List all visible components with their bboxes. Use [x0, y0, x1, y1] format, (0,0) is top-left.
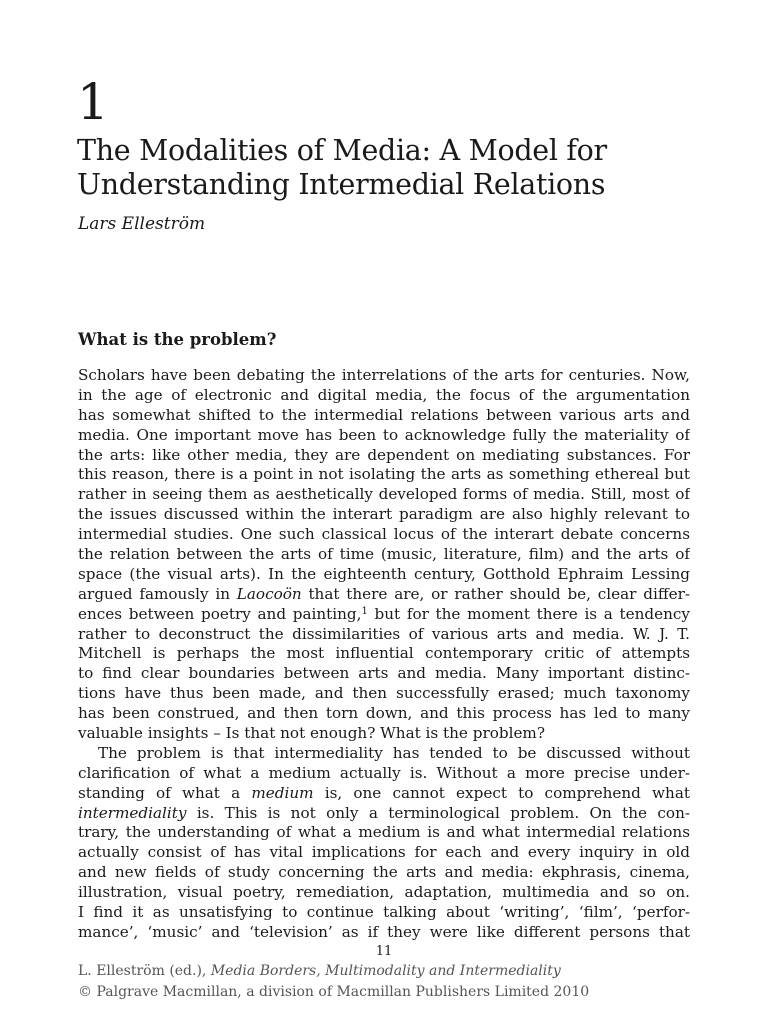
- emphasis-intermediality: intermediality: [78, 803, 187, 822]
- text-line: and new fields of study concerning the arts and media: ekphrasis, cinema,: [78, 863, 690, 882]
- text-line: [78, 585, 690, 605]
- paragraph-2: [78, 744, 690, 943]
- text-line: intermedial studies. One such classical locus of the interart debate concerns: [78, 525, 690, 544]
- text-line: in the age of electronic and digital media, the focus of the argumentation: [78, 385, 690, 404]
- text-line: rather in seeing them as aesthetically developed forms of media. Still, most of: [78, 485, 690, 504]
- text-line: the arts: like other media, they are dependent on mediating substances. For: [78, 445, 690, 464]
- text-run: ences between poetry and painting,: [78, 604, 362, 623]
- work-title-laocoon: Laocoön: [236, 584, 302, 603]
- text-line: tions have thus been made, and then successfully erased; much taxonomy: [78, 684, 690, 703]
- chapter-number: 1: [77, 73, 109, 131]
- text-line: rather to deconstruct the dissimilarities of various arts and media. W. J. T.: [78, 624, 690, 643]
- emphasis-medium: medium: [251, 783, 314, 802]
- footnote-marker[interactable]: 1: [361, 605, 368, 617]
- text-line: mance’, ‘music’ and ‘television’ as if they were like different persons that: [78, 922, 690, 941]
- text-line: valuable insights – Is that not enough? What is the problem?: [78, 724, 545, 743]
- text-line: The problem is that intermediality has tended to be discussed without: [98, 743, 690, 762]
- text-line: clarification of what a medium actually is. Without a more precise under-: [78, 763, 690, 782]
- citation-footer: [78, 963, 561, 979]
- chapter-title-line-2: Understanding Intermedial Relations: [77, 168, 606, 201]
- section-heading: What is the problem?: [78, 330, 277, 349]
- text-line: has somewhat shifted to the intermedial relations between various arts and: [78, 405, 690, 424]
- text-line: I find it as unsatisfying to continue talking about ‘writing’, ‘film’, ‘perfor-: [78, 903, 690, 922]
- author: Lars Elleström: [78, 214, 206, 234]
- text-line: media. One important move has been to acknowledge fully the materiality of: [78, 425, 690, 444]
- text-line: has been construed, and then torn down, and this process has led to many: [78, 704, 690, 723]
- text-run: standing of what a: [78, 783, 252, 802]
- text-run: is. This is not only a terminological problem. On the con-: [186, 803, 690, 822]
- text-run: L. Elleström (ed.),: [78, 963, 211, 979]
- paragraph-1: [78, 366, 690, 744]
- text-line: space (the visual arts). In the eighteenth century, Gotthold Ephraim Lessing: [78, 564, 690, 583]
- text-run: but for the moment there is a tendency: [367, 604, 690, 623]
- text-line: illustration, visual poetry, remediation, adaptation, multimedia and so on.: [78, 883, 690, 902]
- text-line: Mitchell is perhaps the most influential contemporary critic of attempts: [78, 644, 690, 663]
- text-line: [78, 605, 690, 625]
- text-run: is, one cannot expect to comprehend what: [313, 783, 690, 802]
- text-run: that there are, or rather should be, clear differ-: [301, 584, 690, 603]
- copyright-footer: © Palgrave Macmillan, a division of Macmillan Publishers Limited 2010: [78, 984, 590, 1000]
- body-text: [78, 366, 690, 943]
- text-line: actually consist of has vital implications for each and every inquiry in old: [78, 843, 690, 862]
- text-line: [78, 784, 690, 804]
- book-title: Media Borders, Multimodality and Intermediality: [210, 963, 561, 979]
- text-line: trary, the understanding of what a medium is and what intermedial relations: [78, 823, 690, 842]
- text-line: to find clear boundaries between arts and media. Many important distinc-: [78, 664, 690, 683]
- text-line: this reason, there is a point in not isolating the arts as something ethereal but: [78, 465, 690, 484]
- text-line: Scholars have been debating the interrelations of the arts for centuries. Now,: [78, 366, 690, 384]
- text-line: [78, 804, 690, 824]
- text-run: argued famously in: [78, 584, 237, 603]
- text-line: the issues discussed within the interart paradigm are also highly relevant to: [78, 505, 690, 524]
- chapter-title: [77, 134, 737, 202]
- text-line: the relation between the arts of time (music, literature, film) and the arts of: [78, 545, 690, 564]
- chapter-title-line-1: The Modalities of Media: A Model for: [77, 134, 607, 167]
- page-number: 11: [375, 944, 393, 959]
